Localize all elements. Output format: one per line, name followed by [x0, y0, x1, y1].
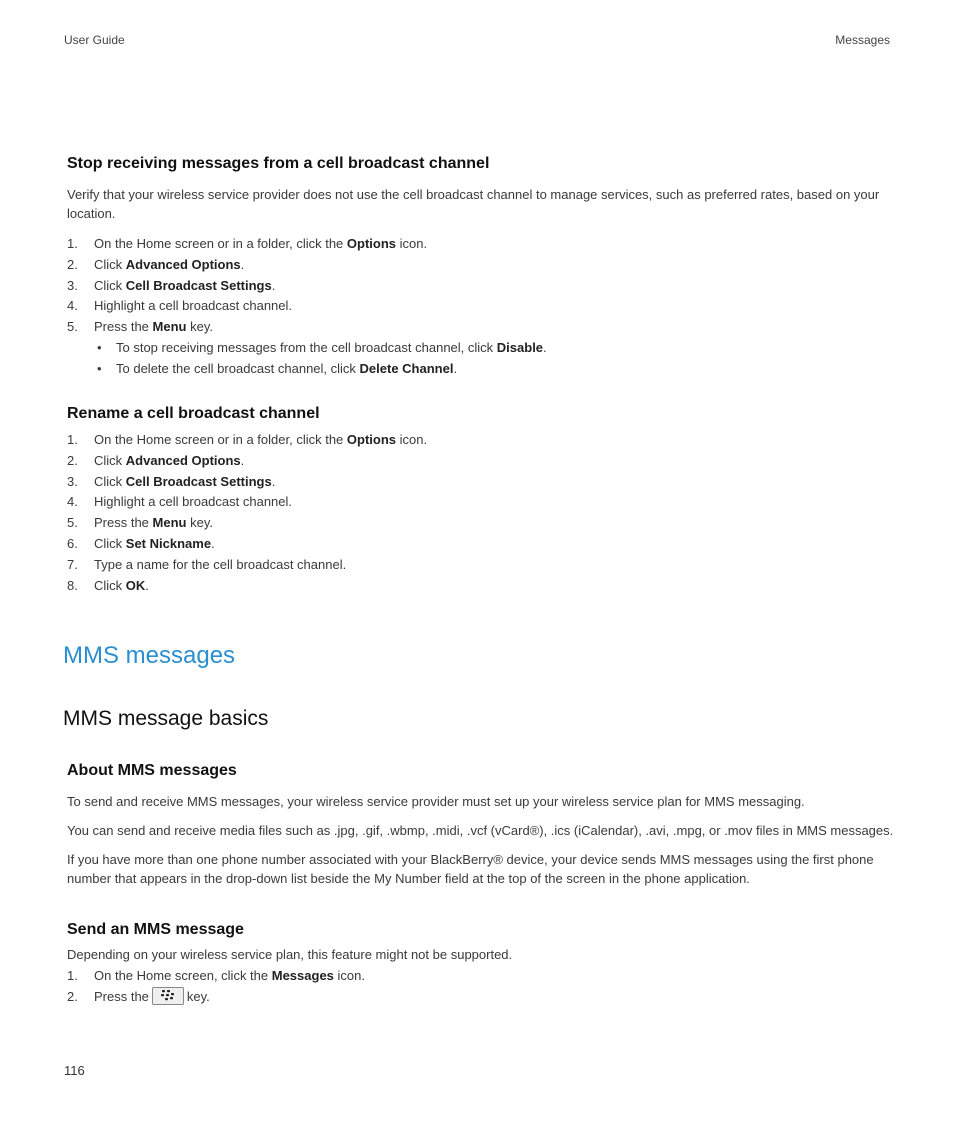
list-item: 1. On the Home screen or in a folder, click the Options icon. — [67, 236, 428, 251]
mms-messages-title: MMS messages — [63, 642, 236, 669]
send-mms-heading: Send an MMS message — [67, 921, 244, 938]
stop-receiving-steps — [67, 234, 897, 380]
page-number: 116 — [64, 1063, 85, 1078]
about-mms-paragraph-1: To send and receive MMS messages, your wireless service provider must set up your wireless service plan for MMS messaging. — [67, 794, 805, 809]
list-item: 7. Type a name for the cell broadcast channel. — [67, 556, 347, 572]
list-item: 2. Press the key. — [67, 988, 210, 1004]
list-item: 8. Click OK. — [67, 577, 149, 593]
about-mms-heading: About MMS messages — [67, 762, 237, 779]
running-header-left: User Guide — [64, 33, 125, 47]
list-item: 4. Highlight a cell broadcast channel. — [67, 298, 293, 314]
bullet-item: • To stop receiving messages from the cell broadcast channel, click Disable. — [97, 339, 547, 355]
send-mms-intro: Depending on your wireless service plan, this feature might not be supported. — [67, 947, 513, 962]
blackberry-menu-key-icon — [152, 987, 184, 1005]
list-item: 5. Press the Menu key. — [67, 319, 213, 335]
stop-receiving-heading: Stop receiving messages from a cell broadcast channel — [67, 155, 490, 172]
list-item: 5. Press the Menu key. — [67, 515, 213, 531]
about-mms-paragraph-2: You can send and receive media files such as .jpg, .gif, .wbmp, .midi, .vcf (vCard®), .ics (iCalendar), .avi, .mpg, or .mov files in MMS messages. — [67, 823, 894, 838]
list-item: 2. Click Advanced Options. — [67, 452, 245, 468]
list-item: 4. Highlight a cell broadcast channel. — [67, 494, 293, 510]
send-mms-steps — [67, 966, 897, 1008]
rename-channel-heading: Rename a cell broadcast channel — [67, 405, 320, 422]
mms-basics-heading: MMS message basics — [63, 707, 269, 730]
list-item: 2. Click Advanced Options. — [67, 256, 245, 272]
bullet-item: • To delete the cell broadcast channel, click Delete Channel. — [97, 360, 458, 376]
running-header-right: Messages — [835, 33, 890, 47]
list-item: 3. Click Cell Broadcast Settings. — [67, 473, 276, 489]
list-item: 3. Click Cell Broadcast Settings. — [67, 277, 276, 293]
stop-receiving-intro: Verify that your wireless service provider does not use the cell broadcast channel to manage services, such as preferred rates, based on your location. — [67, 187, 880, 221]
about-mms-paragraph-3: If you have more than one phone number associated with your BlackBerry® device, your device sends MMS messages using the first phone number that appears in the drop-down list beside the My Number field at the top of the screen in the phone application. — [67, 852, 874, 886]
list-item: 1. On the Home screen or in a folder, click the Options icon. — [67, 432, 428, 447]
list-item: 6. Click Set Nickname. — [67, 535, 215, 551]
list-item: 1. On the Home screen, click the Messages icon. — [67, 968, 365, 983]
rename-channel-steps — [67, 430, 897, 596]
